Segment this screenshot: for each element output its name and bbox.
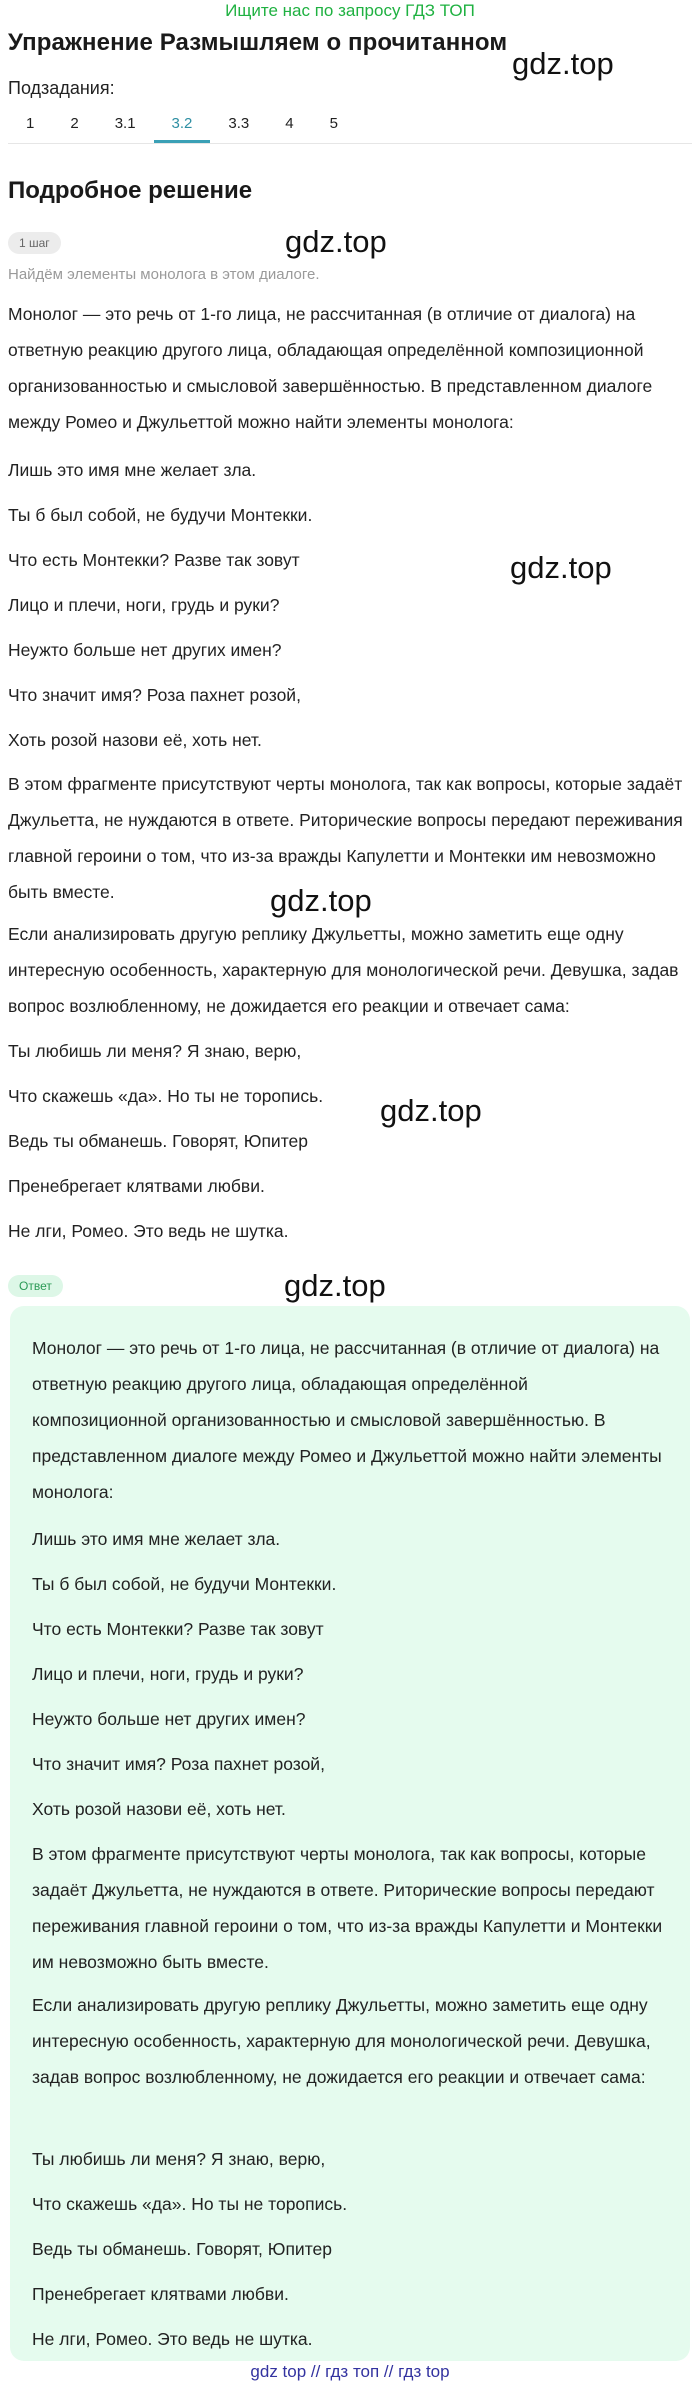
tab-4[interactable]: 4 — [285, 115, 294, 132]
solution-paragraph: Если анализировать другую реплику Джульетты, можно заметить еще одну интересную особенность, характерную для монологической речи. Девушка, задав вопрос возлюбленному, не дожидается его реакции и отвечает сама: — [8, 924, 679, 1016]
tab-3-2[interactable]: 3.2 — [154, 108, 211, 143]
tab-3-1[interactable]: 3.1 — [114, 115, 136, 132]
tabs-divider — [8, 143, 692, 144]
watermark: gdz.top — [270, 883, 372, 918]
watermark: gdz.top — [512, 46, 614, 81]
answer-paragraph: Если анализировать другую реплику Джульетты, можно заметить еще одну интересную особенность, характерную для монологической речи. Девушка, задав вопрос возлюбленному, не дожидается его реакции и отвечает сама: — [32, 1995, 651, 2087]
answer-poem-line: Что есть Монтекки? Разве так зовут — [32, 1619, 324, 1639]
exercise-title: Упражнение Размышляем о прочитанном — [8, 29, 508, 56]
step-hint: Найдём элементы монолога в этом диалоге. — [8, 266, 320, 283]
poem-line: Хоть розой назови её, хоть нет. — [8, 730, 262, 750]
answer-poem-line: Что скажешь «да». Но ты не торопись. — [32, 2194, 348, 2214]
answer-poem-line: Лишь это имя мне желает зла. — [32, 1529, 281, 1549]
answer-paragraph: В этом фрагменте присутствуют черты монолога, так как вопросы, которые задаёт Джульетта, не нуждаются в ответе. Риторические вопросы передают переживания главной героини о том, что из-за вражды Капулетти и Монтекки им невозможно быть вместе. — [32, 1844, 663, 1972]
poem-line: Пренебрегает клятвами любви. — [8, 1176, 265, 1196]
answer-poem-line: Лицо и плечи, ноги, грудь и руки? — [32, 1664, 304, 1684]
subtask-tabs — [8, 108, 356, 142]
poem-line: Что есть Монтекки? Разве так зовут — [8, 550, 300, 570]
answer-poem-line: Ты любишь ли меня? Я знаю, верю, — [32, 2149, 326, 2169]
poem-line: Не лги, Ромео. Это ведь не шутка. — [8, 1221, 289, 1241]
solution-paragraph: В этом фрагменте присутствуют черты монолога, так как вопросы, которые задаёт Джульетта, не нуждаются в ответе. Риторические вопросы передают переживания главной героини о том, что из-за вражды Капулетти и Монтекки им невозможно быть вместе. — [8, 774, 683, 902]
answer-poem-line: Хоть розой назови её, хоть нет. — [32, 1799, 286, 1819]
watermark: gdz.top — [380, 1093, 482, 1128]
watermark: gdz.top — [510, 550, 612, 585]
poem-line: Ведь ты обманешь. Говорят, Юпитер — [8, 1131, 308, 1151]
answer-paragraph: Монолог — это речь от 1-го лица, не рассчитанная (в отличие от диалога) на ответную реакцию другого лица, обладающая определённой композиционной организованностью и смысловой завершённостью. В представленном диалоге между Ромео и Джульеттой можно найти элементы монолога: — [32, 1338, 662, 1502]
poem-line: Ты любишь ли меня? Я знаю, верю, — [8, 1041, 302, 1061]
poem-line: Что значит имя? Роза пахнет розой, — [8, 685, 301, 705]
poem-line: Лицо и плечи, ноги, грудь и руки? — [8, 595, 280, 615]
poem-line: Неужто больше нет других имен? — [8, 640, 282, 660]
step-badge: 1 шаг — [8, 232, 61, 254]
answer-poem-line: Неужто больше нет других имен? — [32, 1709, 306, 1729]
answer-poem-line: Пренебрегает клятвами любви. — [32, 2284, 289, 2304]
search-banner: Ищите нас по запросу ГДЗ ТОП — [225, 1, 475, 20]
tab-5[interactable]: 5 — [329, 115, 338, 132]
poem-line: Ты б был собой, не будучи Монтекки. — [8, 505, 313, 525]
solution-title: Подробное решение — [8, 177, 253, 204]
answer-poem-line: Ведь ты обманешь. Говорят, Юпитер — [32, 2239, 332, 2259]
answer-badge: Ответ — [8, 1275, 63, 1297]
tab-1[interactable]: 1 — [26, 115, 35, 132]
footer-links[interactable]: gdz top // гдз топ // гдз top — [250, 2362, 450, 2381]
watermark: gdz.top — [284, 1268, 386, 1303]
answer-poem-line: Что значит имя? Роза пахнет розой, — [32, 1754, 325, 1774]
tab-2[interactable]: 2 — [70, 115, 79, 132]
subtasks-label: Подзадания: — [8, 78, 115, 98]
poem-line: Что скажешь «да». Но ты не торопись. — [8, 1086, 324, 1106]
answer-poem-line: Не лги, Ромео. Это ведь не шутка. — [32, 2329, 313, 2349]
watermark: gdz.top — [285, 224, 387, 259]
tab-3-3[interactable]: 3.3 — [228, 115, 250, 132]
poem-line: Лишь это имя мне желает зла. — [8, 460, 257, 480]
answer-poem-line: Ты б был собой, не будучи Монтекки. — [32, 1574, 337, 1594]
solution-paragraph: Монолог — это речь от 1-го лица, не рассчитанная (в отличие от диалога) на ответную реакцию другого лица, обладающая определённой композиционной организованностью и смысловой завершённостью. В представленном диалоге между Ромео и Джульеттой можно найти элементы монолога: — [8, 304, 653, 432]
